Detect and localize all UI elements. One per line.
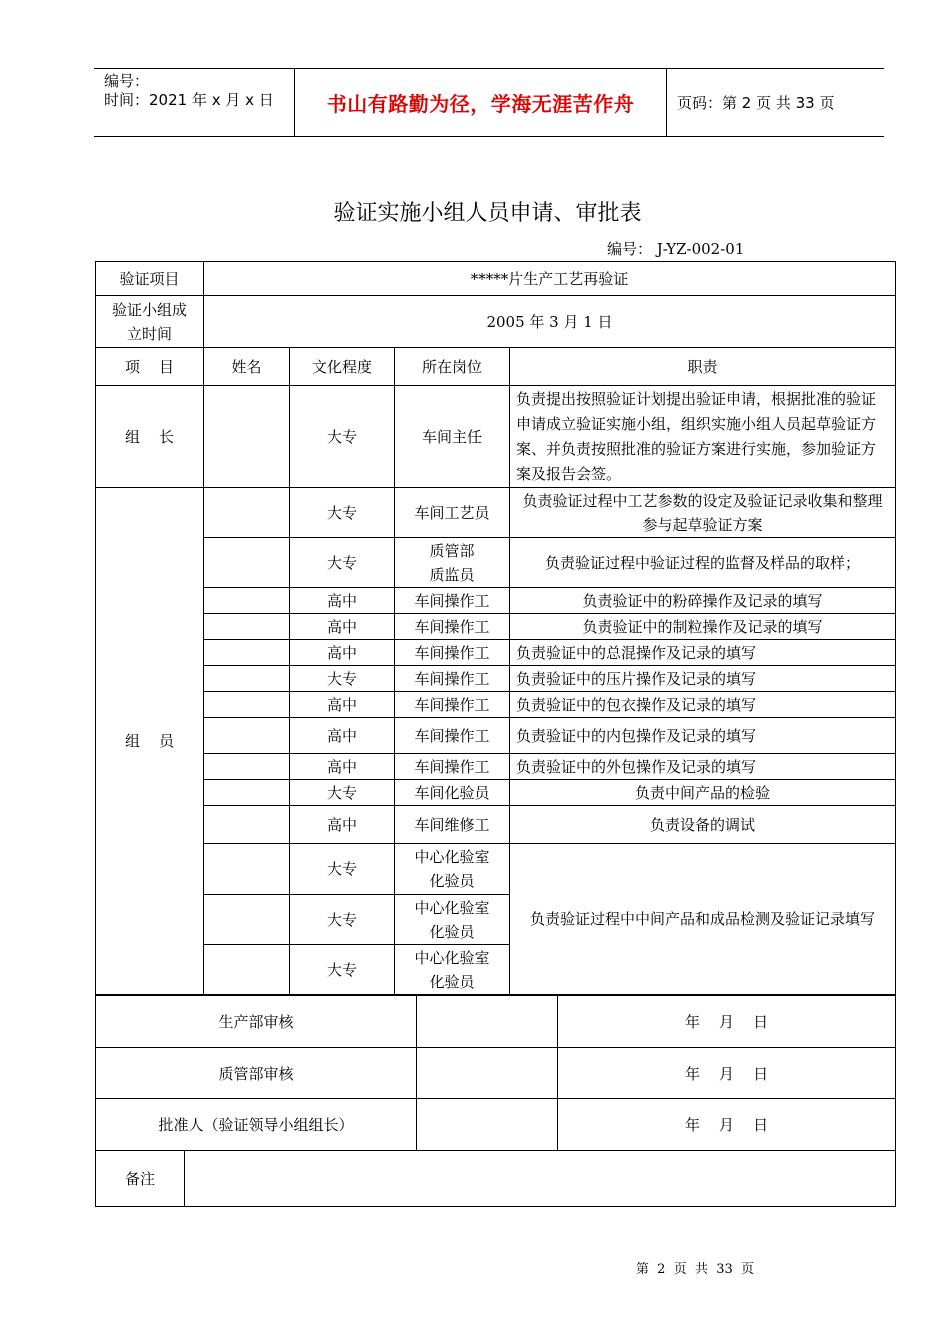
leader-role: 组 长	[96, 386, 204, 488]
leader-row	[96, 386, 896, 488]
members-role: 组 员	[96, 488, 204, 995]
leader-duty: 负责提出按照验证计划提出验证申请，根据批准的验证申请成立验证实施小组，组织实施小组人员起草验证方案、并负责按照批准的验证方案进行实施，参加验证方案及报告会签。	[510, 386, 896, 488]
member-duty: 负责验证中的压片操作及记录的填写	[510, 666, 896, 692]
member-row: 大专 中心化验室 化验员	[96, 895, 896, 945]
approval-signature	[417, 1048, 558, 1099]
member-row: 大专 车间操作工 负责验证中的压片操作及记录的填写	[96, 666, 896, 692]
col-education: 文化程度	[290, 348, 395, 386]
member-row: 高中 车间操作工 负责验证中的包衣操作及记录的填写	[96, 692, 896, 718]
remark-value	[185, 1151, 896, 1207]
approval-signature	[417, 1099, 558, 1151]
approval-date: 年 月 日	[558, 996, 896, 1048]
approval-date: 年 月 日	[558, 1048, 896, 1099]
document-title: 验证实施小组人员申请、审批表	[333, 201, 642, 226]
page-header	[94, 68, 884, 137]
member-row: 大专 中心化验室 化验员	[96, 945, 896, 995]
approval-signature	[417, 996, 558, 1048]
member-duty: 负责验证中的内包操作及记录的填写	[510, 718, 896, 754]
member-duty: 负责验证中的包衣操作及记录的填写	[510, 692, 896, 718]
formed-date: 2005 年 3 月 1 日	[204, 296, 896, 348]
lab-duty: 负责验证过程中中间产品和成品检测及验证记录填写	[510, 844, 896, 995]
column-header-row	[96, 348, 896, 386]
header-motto: 书山有路勤为径，学海无涯苦作舟	[294, 69, 667, 136]
member-duty: 负责验证中的制粒操作及记录的填写	[510, 614, 896, 640]
approval-row	[96, 1048, 896, 1099]
formed-row	[96, 296, 896, 348]
remark-label: 备注	[96, 1151, 185, 1207]
col-item: 项 目	[96, 348, 204, 386]
approval-label: 质管部审核	[96, 1048, 417, 1099]
member-duty: 负责设备的调试	[510, 806, 896, 844]
col-duty: 职责	[510, 348, 896, 386]
member-duty: 负责验证过程中验证过程的监督及样品的取样；	[510, 538, 896, 588]
approval-label: 生产部审核	[96, 996, 417, 1048]
member-row: 高中 车间操作工 负责验证中的制粒操作及记录的填写	[96, 614, 896, 640]
project-label: 验证项目	[96, 262, 204, 296]
member-row: 高中 车间操作工 负责验证中的总混操作及记录的填写	[96, 640, 896, 666]
col-name: 姓名	[204, 348, 290, 386]
member-row: 高中 车间操作工 负责验证中的粉碎操作及记录的填写	[96, 588, 896, 614]
member-duty: 负责验证中的总混操作及记录的填写	[510, 640, 896, 666]
member-row: 高中 车间操作工 负责验证中的外包操作及记录的填写	[96, 754, 896, 780]
member-row: 大专 车间化验员 负责中间产品的检验	[96, 780, 896, 806]
member-duty: 负责验证中的粉碎操作及记录的填写	[510, 588, 896, 614]
header-page-info: 页码：第 2 页 共 33 页	[677, 94, 835, 112]
member-row: 大专 质管部 质监员 负责验证过程中验证过程的监督及样品的取样；	[96, 538, 896, 588]
leader-name	[204, 386, 290, 488]
member-duty: 负责验证过程中工艺参数的设定及验证记录收集和整理参与起草验证方案	[510, 488, 896, 538]
leader-education: 大专	[290, 386, 395, 488]
approval-table	[95, 995, 896, 1207]
project-row	[96, 262, 896, 296]
document-number: 编号： J-YZ-002-01	[607, 240, 745, 258]
member-row: 组 员 大专 车间工艺员 负责验证过程中工艺参数的设定及验证记录收集和整理参与起草验证方案	[96, 488, 896, 538]
approval-label: 批准人（验证领导小组组长）	[96, 1099, 417, 1151]
member-row: 大专 中心化验室 化验员 负责验证过程中中间产品和成品检测及验证记录填写	[96, 844, 896, 895]
number-label: 编号：	[104, 72, 150, 90]
project-value: *****片生产工艺再验证	[204, 262, 896, 296]
page-footer: 第 2 页 共 33 页	[635, 1262, 755, 1277]
approval-date: 年 月 日	[558, 1099, 896, 1151]
approval-row	[96, 996, 896, 1048]
remark-row	[96, 1151, 896, 1207]
member-row: 高中 车间维修工 负责设备的调试	[96, 806, 896, 844]
col-post: 所在岗位	[395, 348, 510, 386]
personnel-table	[95, 261, 896, 995]
member-duty: 负责验证中的外包操作及记录的填写	[510, 754, 896, 780]
leader-post: 车间主任	[395, 386, 510, 488]
formed-label: 验证小组成 立时间	[96, 296, 204, 348]
approval-row	[96, 1099, 896, 1151]
member-duty: 负责中间产品的检验	[510, 780, 896, 806]
time-label: 时间：2021 年 x 月 x 日	[104, 91, 274, 109]
member-row: 高中 车间操作工 负责验证中的内包操作及记录的填写	[96, 718, 896, 754]
header-meta	[94, 69, 294, 136]
